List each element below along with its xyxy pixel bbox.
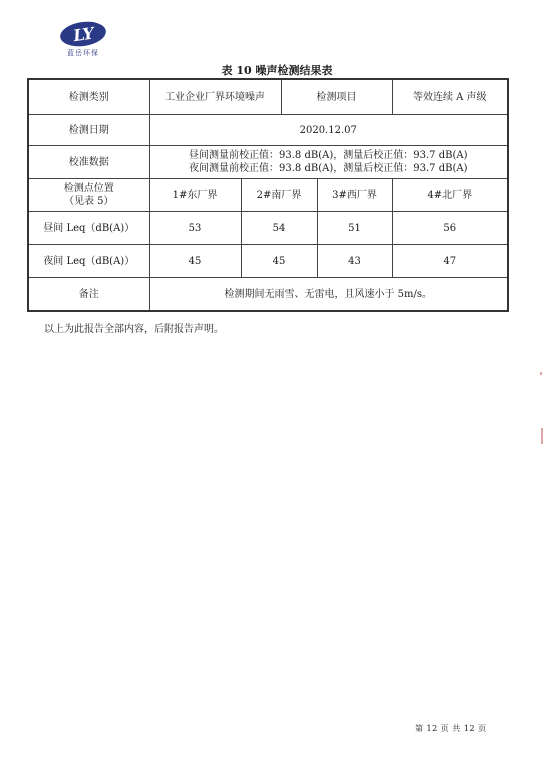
scan-mark: [541, 428, 543, 444]
scan-mark: [540, 372, 542, 375]
day-leq-value: 53: [149, 212, 241, 245]
table-row: [28, 79, 508, 115]
calibration-day-line: 昼间测量前校正值：93.8 dB(A)，测量后校正值：93.7 dB(A): [189, 150, 468, 161]
day-leq-label: 昼间 Leq（dB(A)）: [28, 212, 149, 245]
page-number: 第 12 页 共 12 页: [415, 724, 487, 733]
detection-type-value: 工业企业厂界环境噪声: [149, 79, 281, 115]
night-leq-value: 45: [241, 245, 317, 278]
table-row: [28, 146, 508, 179]
table-row: [28, 245, 508, 278]
point-south: 2#南厂界: [241, 179, 317, 212]
detection-item-value: 等效连续 A 声级: [392, 79, 508, 115]
calibration-label: 校准数据: [28, 146, 149, 179]
remarks-value: 检测期间无雨雪、无雷电，且风速小于 5m/s。: [149, 278, 508, 312]
night-leq-value: 43: [317, 245, 392, 278]
point-north: 4#北厂界: [392, 179, 508, 212]
night-leq-value: 45: [149, 245, 241, 278]
day-leq-value: 54: [241, 212, 317, 245]
detection-item-label: 检测项目: [281, 79, 392, 115]
remarks-label: 备注: [28, 278, 149, 312]
day-leq-value: 56: [392, 212, 508, 245]
company-logo: [58, 22, 108, 60]
night-leq-value: 47: [392, 245, 508, 278]
logo-mark-icon: LY: [59, 19, 108, 49]
point-east: 1#东厂界: [149, 179, 241, 212]
detection-type-label: 检测类别: [28, 79, 149, 115]
table-row: [28, 212, 508, 245]
detection-date-value: 2020.12.07: [149, 115, 508, 146]
noise-result-table: [27, 78, 509, 312]
closing-statement: 以上为此报告全部内容，后附报告声明。: [44, 324, 224, 335]
table-title: 表 10 噪声检测结果表: [221, 64, 333, 77]
table-row: [28, 179, 508, 212]
calibration-night-line: 夜间测量前校正值：93.8 dB(A)，测量后校正值：93.7 dB(A): [189, 163, 468, 174]
point-location-label: 检测点位置 （见表 5）: [28, 179, 149, 212]
calibration-data: [149, 146, 508, 179]
day-leq-value: 51: [317, 212, 392, 245]
point-west: 3#西厂界: [317, 179, 392, 212]
table-row: [28, 115, 508, 146]
night-leq-label: 夜间 Leq（dB(A)）: [28, 245, 149, 278]
logo-company-name: 蓝岳环保: [67, 49, 99, 57]
table-row: [28, 278, 508, 312]
detection-date-label: 检测日期: [28, 115, 149, 146]
